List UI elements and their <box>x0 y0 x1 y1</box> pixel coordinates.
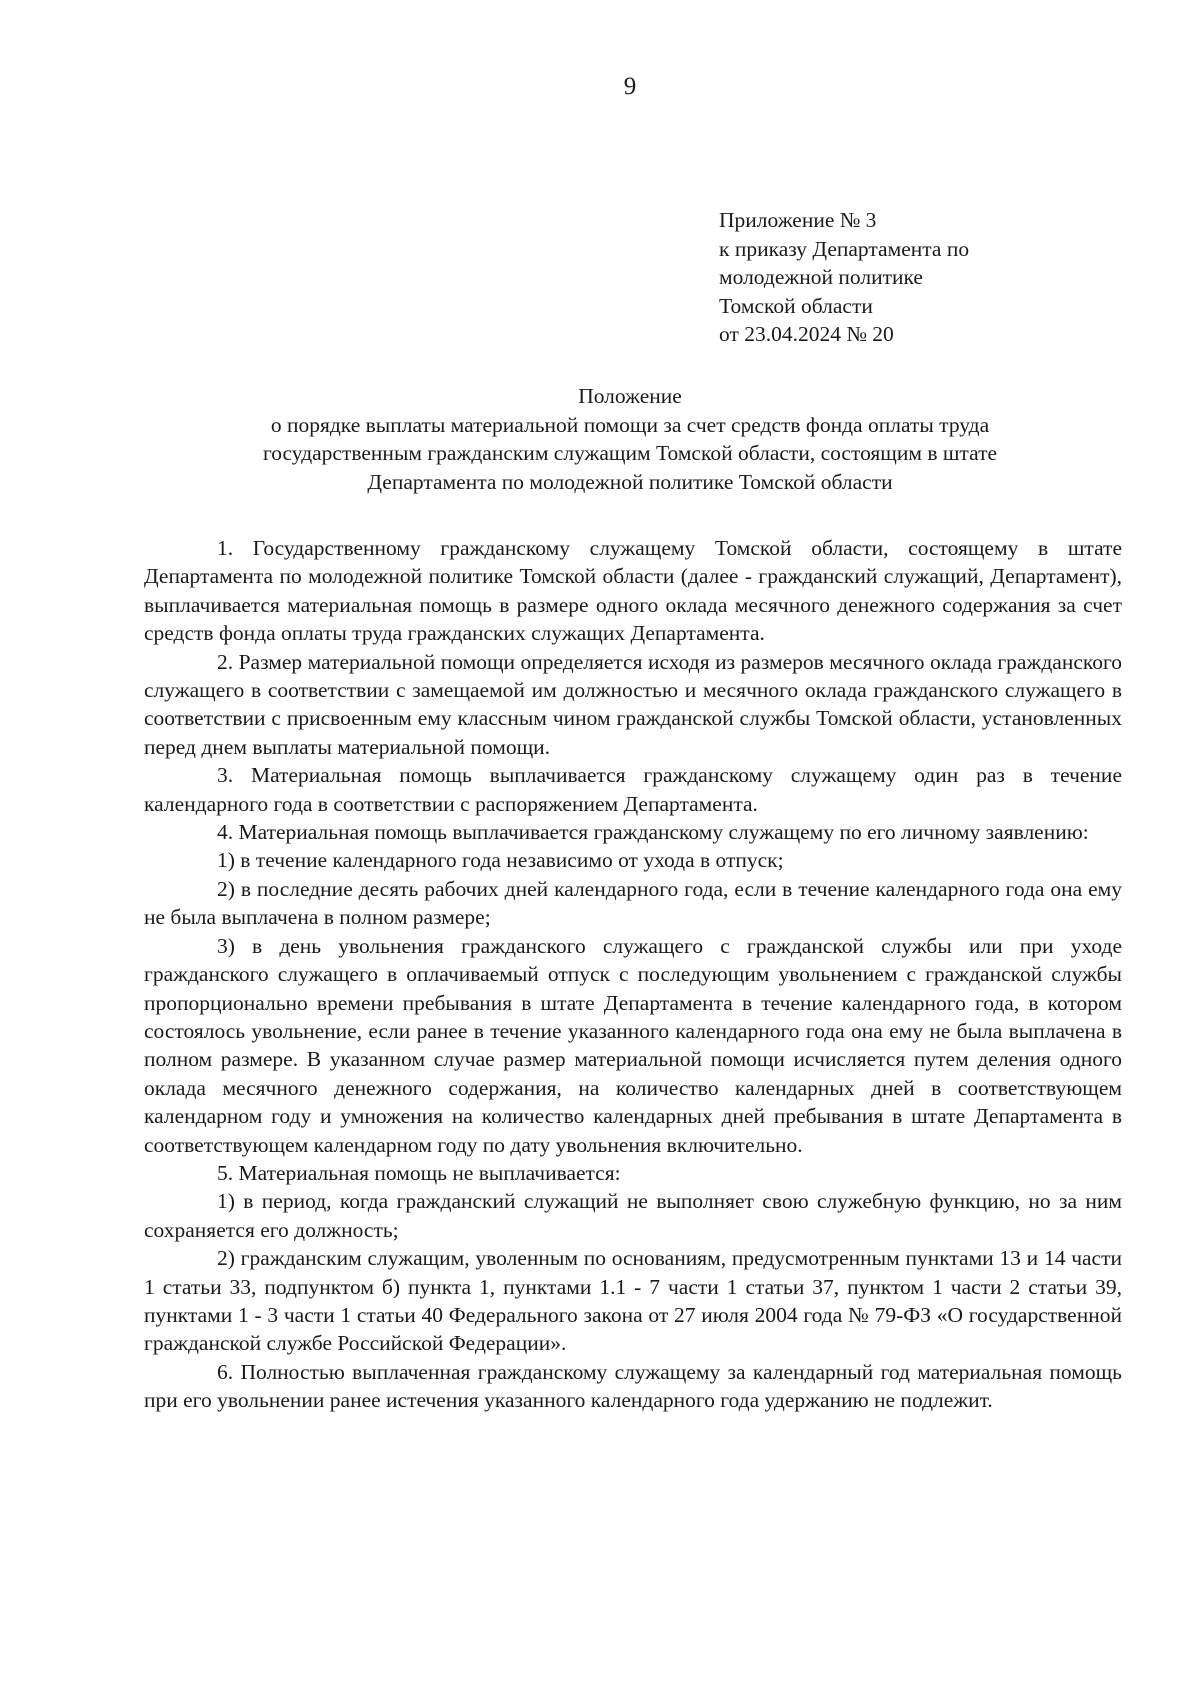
paragraph-2: 2. Размер материальной помощи определяется исходя из размеров месячного оклада гражданского служащего в соответствии с замещаемой им должностью и месячного оклада гражданского служащего в соответствии с присвоенным ему классным чином гражданской службы Томской области, установленных перед днем выплаты материальной помощи. <box>144 649 1122 759</box>
paragraph-4-item-3: 3) в день увольнения гражданского служащего с гражданской службы или при уходе гражданского служащего в оплачиваемый отпуск с последующим увольнением с гражданской службы пропорционально времени пребывания в штате Департамента в течение календарного года, в котором состоялось увольнение, если ранее в течение указанного календарного года она ему не была выплачена в полном размере. В указанном случае размер материальной помощи исчисляется путем деления одного оклада месячного денежного содержания, на количество календарных дней в соответствующем календарном году и умножения на количество календарных дней пребывания в штате Департамента в соответствующем календарном году по дату увольнения включительно. <box>144 933 1122 1157</box>
paragraph-6: 6. Полностью выплаченная гражданскому служащему за календарный год материальная помощь при его увольнении ранее истечения указанного календарного года удержанию не подлежит. <box>144 1359 1122 1413</box>
appendix-line: к приказу Департамента по <box>719 236 970 261</box>
appendix-line: молодежной политике <box>719 265 923 289</box>
title-subtitle-line: Департамента по молодежной политике Томской области <box>367 469 893 494</box>
appendix-reference <box>719 206 969 349</box>
paragraph-3: 3. Материальная помощь выплачивается гражданскому служащему один раз в течение календарного года в соответствии с распоряжением Департамента. <box>144 763 1122 816</box>
title-heading: Положение <box>578 384 682 408</box>
paragraph-5-item-2: 2) гражданским служащим, уволенным по основаниям, предусмотренным пунктами 13 и 14 части 1 статьи 33, подпунктом б) пункта 1, пунктами 1.1 - 7 части 1 статьи 37, пунктом 1 части 2 статьи 39, пунктами 1 - 3 части 1 статьи 40 Федерального закона от 27 июля 2004 года № 79-ФЗ «О государственной гражданской службе Российской Федерации». <box>144 1246 1122 1356</box>
document-body <box>144 534 1122 1415</box>
page-number: 9 <box>623 73 637 100</box>
document-title <box>140 382 1120 496</box>
paragraph-1: 1. Государственному гражданскому служащему Томской области, состоящему в штате Департамента по молодежной политике Томской области (далее - гражданский служащий, Департамент), выплачивается материальная помощь в размере одного оклада месячного денежного содержания за счет средств фонда оплаты труда гражданских служащих Департамента. <box>144 536 1122 646</box>
title-subtitle-line: о порядке выплаты материальной помощи за счет средств фонда оплаты труда <box>270 412 990 437</box>
paragraph-5: 5. Материальная помощь не выплачивается: <box>217 1160 621 1185</box>
appendix-line: Приложение № 3 <box>719 208 877 232</box>
paragraph-4-item-1: 1) в течение календарного года независимо от ухода в отпуск; <box>217 848 784 873</box>
appendix-line: от 23.04.2024 № 20 <box>719 322 894 346</box>
paragraph-4: 4. Материальная помощь выплачивается гражданскому служащему по его личному заявлению: <box>217 820 1089 845</box>
paragraph-4-item-2: 2) в последние десять рабочих дней календарного года, если в течение календарного года она ему не была выплачена в полном размере; <box>144 876 1122 930</box>
appendix-line: Томской области <box>719 293 873 318</box>
title-subtitle-line: государственным гражданским служащим Томской области, состоящим в штате <box>262 441 998 465</box>
paragraph-5-item-1: 1) в период, когда гражданский служащий не выполняет свою служебную функцию, но за ним сохраняется его должность; <box>144 1189 1122 1242</box>
